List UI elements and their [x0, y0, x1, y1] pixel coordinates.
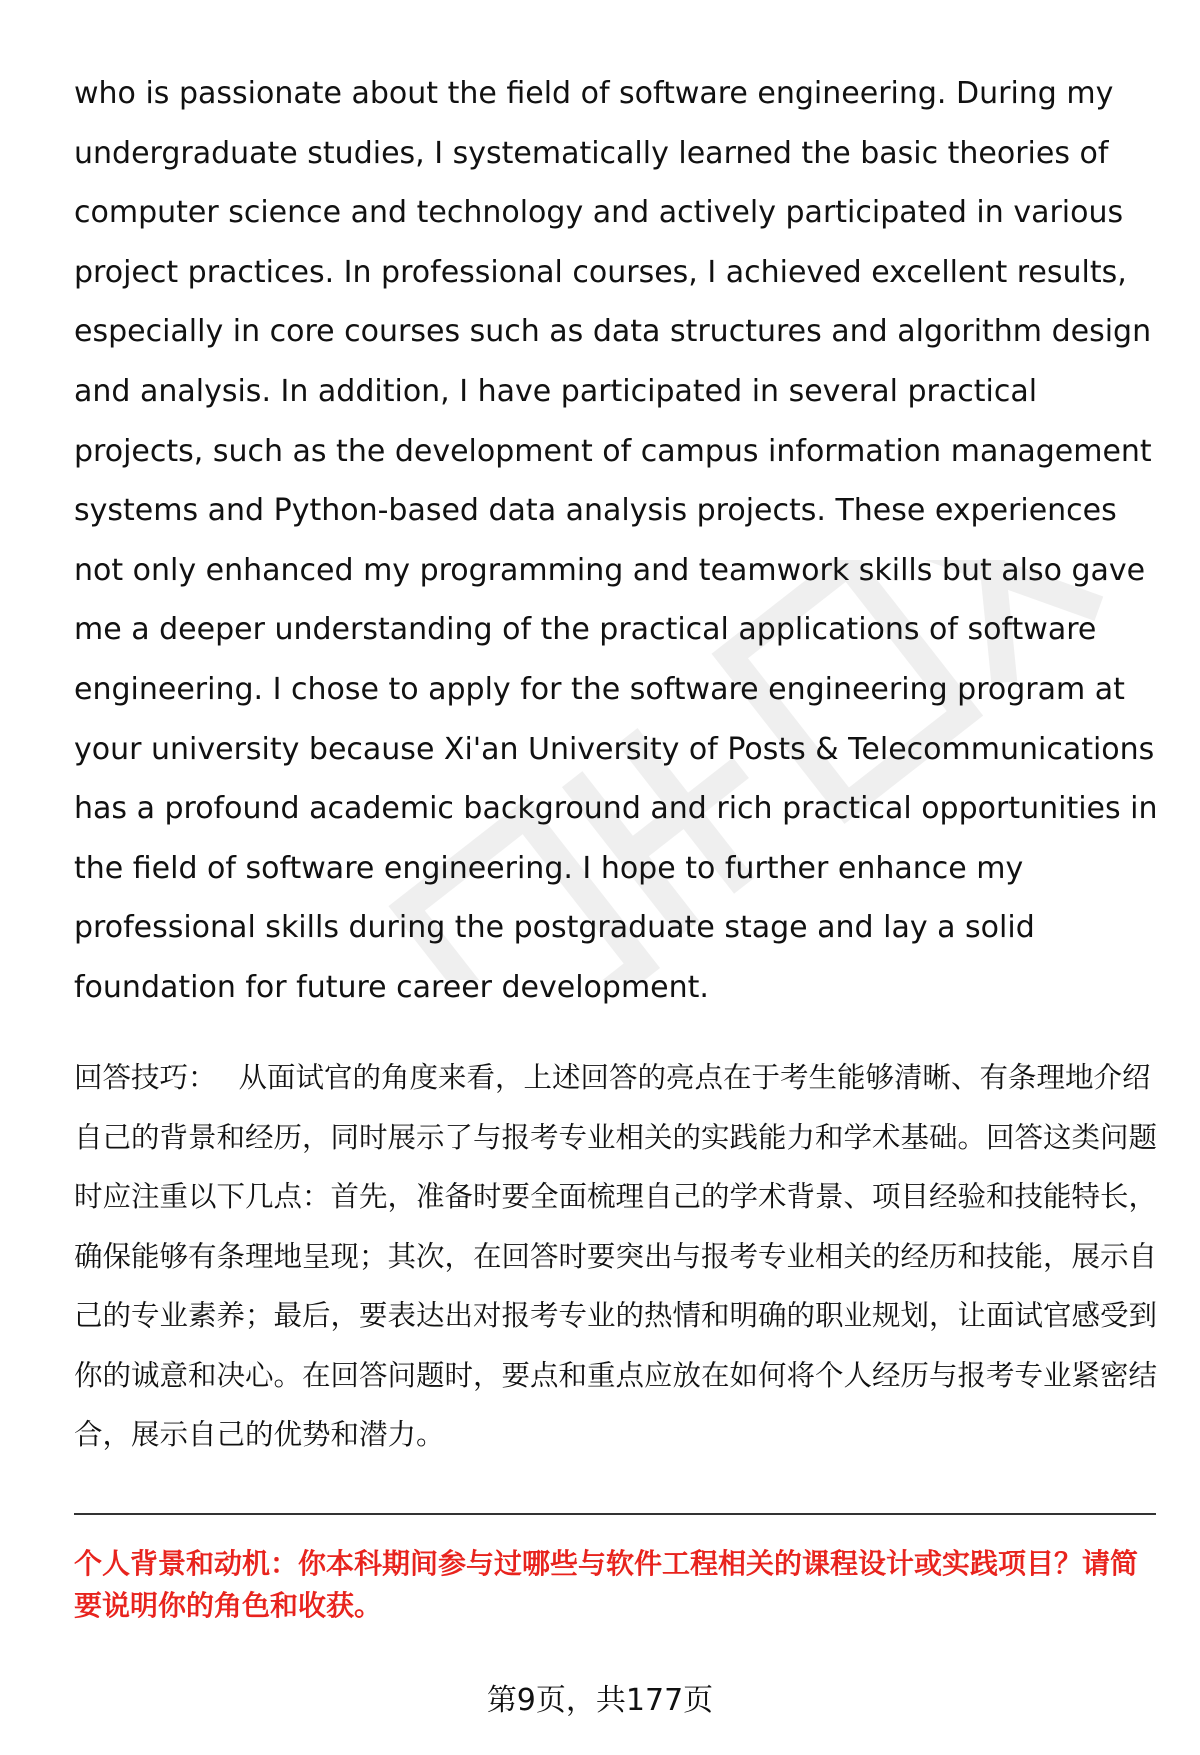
- section-divider: [74, 1513, 1156, 1515]
- tips-label: 回答技巧：: [74, 1061, 217, 1094]
- answer-tips-paragraph: [74, 1048, 1164, 1465]
- next-question-heading: 个人背景和动机：你本科期间参与过哪些与软件工程相关的课程设计或实践项目？请简要说明你的角色和收获。: [74, 1547, 1139, 1622]
- answer-paragraph: who is passionate about the field of software engineering. During my undergraduate studies, I systematically learned the basic theories of computer science and technology and actively participated in various project practices. In professional courses, I achieved excellent results, especially in core courses such as data structures and algorithm design and analysis. In addition, I have participated in several practical projects, such as the development of campus information management systems and Python-based data analysis projects. These experiences not only enhanced my programming and teamwork skills but also gave me a deeper understanding of the practical applications of software engineering. I chose to apply for the software engineering program at your university because Xi'an University of Posts & Telecommunications has a profound academic background and rich practical opportunities in the field of software engineering. I hope to further enhance my professional skills during the postgraduate stage and lay a solid foundation for future career development.: [74, 76, 1158, 1005]
- page-footer: 第9页，共177页: [486, 1683, 714, 1718]
- tips-text: 从面试官的角度来看，上述回答的亮点在于考生能够清晰、有条理地介绍自己的背景和经历，同时展示了与报考专业相关的实践能力和学术基础。回答这类问题时应注重以下几点：首先，准备时要全面梳理自己的学术背景、项目经验和技能特长，确保能够有条理地呈现；其次，在回答时要突出与报考专业相关的经历和技能，展示自己的专业素养；最后，要表达出对报考专业的热情和明确的职业规划，让面试官感受到你的诚意和决心。在回答问题时，要点和重点应放在如何将个人经历与报考专业紧密结合，展示自己的优势和潜力。: [74, 1061, 1158, 1451]
